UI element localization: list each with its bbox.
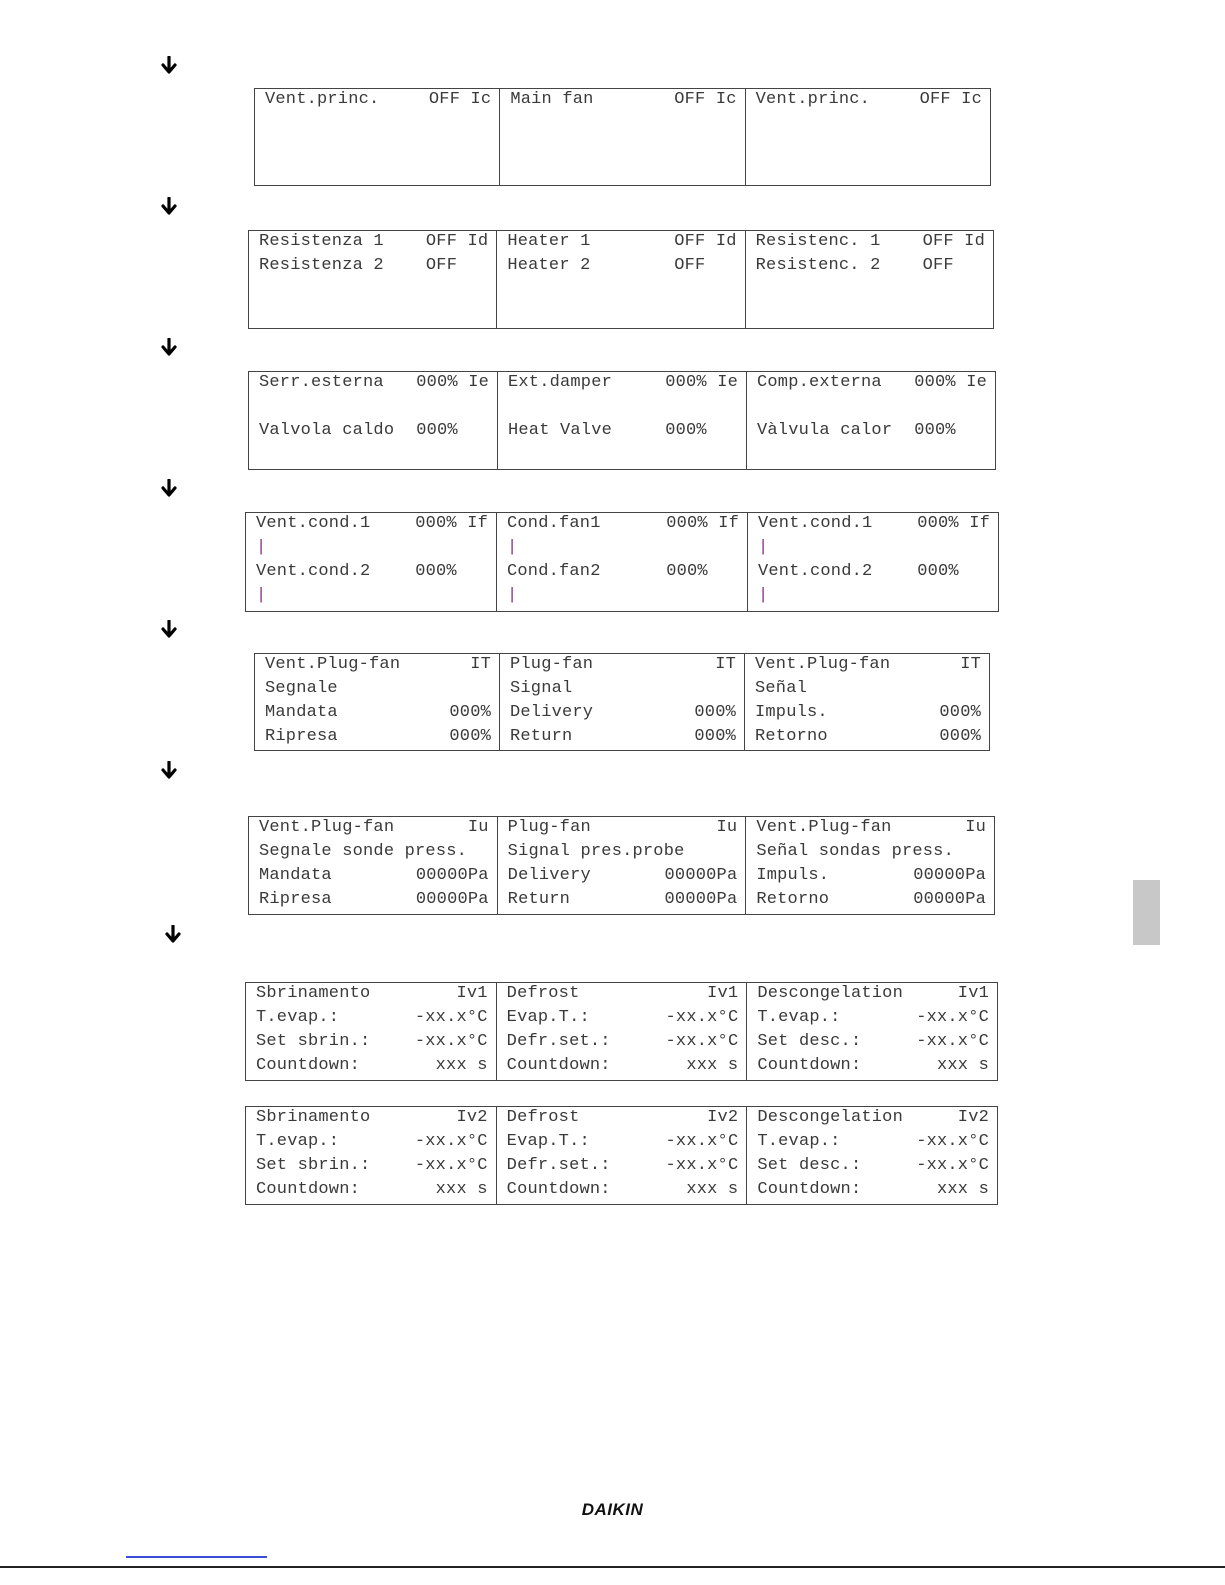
display-line: Vent.princ. OFF Ic (265, 90, 492, 109)
display-line: Evap.T.: -xx.x°C (506, 1132, 739, 1151)
display-cell-spanish (746, 372, 995, 469)
display-line: Ext.damper 000% Ie (508, 373, 738, 392)
down-arrow-icon (160, 479, 180, 501)
fan-bar-indicator: | (256, 538, 267, 557)
fan-bar-indicator: | (758, 586, 769, 605)
display-line: Defrost Iv1 (506, 984, 739, 1003)
down-arrow-icon (160, 761, 180, 783)
display-line: Ripresa 00000Pa (259, 890, 489, 909)
footer-link-underline[interactable] (126, 1556, 267, 1558)
display-line: Resistenza 2 OFF (259, 256, 489, 275)
display-line: Retorno 000% (755, 727, 981, 746)
display-line: Descongelation Iv2 (757, 1108, 990, 1127)
display-line: Heater 1 OFF Id (507, 232, 737, 251)
display-line: Defr.set.: -xx.x°C (506, 1156, 739, 1175)
display-line: Countdown: xxx s (256, 1056, 488, 1075)
display-line: Defrost Iv2 (506, 1108, 739, 1127)
display-cell-spanish (747, 513, 998, 611)
display-line: Segnale (265, 679, 338, 698)
display-line: Vent.Plug-fan Iu (756, 818, 987, 837)
display-line: Vent.cond.1 000% If (256, 514, 488, 533)
display-line: Plug-fan Iu (507, 818, 738, 837)
display-line: T.evap.: -xx.x°C (256, 1132, 488, 1151)
display-line: Set desc.: -xx.x°C (757, 1032, 990, 1051)
display-cell-italian (246, 1107, 496, 1204)
display-cell-italian (255, 654, 499, 750)
display-cell-english (496, 983, 747, 1080)
display-line: Delivery 00000Pa (507, 866, 738, 885)
display-line: Vent.Plug-fan Iu (259, 818, 489, 837)
display-line: Cond.fan2 000% (507, 562, 739, 581)
display-panel-defrost-iv2 (245, 1106, 998, 1205)
display-line: Countdown: xxx s (757, 1056, 990, 1075)
display-panel-heaters (248, 230, 994, 329)
display-cell-english (497, 817, 746, 914)
display-line: T.evap.: -xx.x°C (757, 1132, 990, 1151)
fan-bar-indicator: | (507, 538, 518, 557)
display-line: Resistenc. 1 OFF Id (755, 232, 985, 251)
display-line: Mandata 00000Pa (259, 866, 489, 885)
display-line: Mandata 000% (265, 703, 491, 722)
display-line: T.evap.: -xx.x°C (256, 1008, 488, 1027)
display-line (508, 396, 738, 420)
display-cell-spanish (745, 89, 990, 185)
display-line (757, 396, 987, 420)
page-side-tab (1133, 880, 1160, 945)
display-cell-spanish (746, 983, 997, 1080)
display-line: Comp.externa 000% Ie (757, 373, 987, 392)
display-line: Descongelation Iv1 (757, 984, 990, 1003)
down-arrow-icon (160, 197, 180, 219)
display-line: Vent.cond.2 000% (256, 562, 488, 581)
fan-bar-indicator: | (507, 586, 518, 605)
display-line: Retorno 00000Pa (756, 890, 987, 909)
display-line: Set sbrin.: -xx.x°C (256, 1156, 488, 1175)
display-line: Evap.T.: -xx.x°C (506, 1008, 739, 1027)
daikin-logo: DAIKIN (581, 1500, 644, 1519)
display-line: Vàlvula calor 000% (757, 421, 987, 440)
display-line: Señal sondas press. (756, 842, 954, 861)
display-cell-english (499, 89, 744, 185)
display-line: Countdown: xxx s (506, 1056, 739, 1075)
display-line: Serr.esterna 000% Ie (259, 373, 489, 392)
display-cell-spanish (746, 1107, 997, 1204)
display-line: Signal pres.probe (507, 842, 685, 861)
display-line: Defr.set.: -xx.x°C (506, 1032, 739, 1051)
display-panel-main-fan (254, 88, 991, 186)
display-panel-damper-valve (248, 371, 996, 470)
display-line: Heater 2 OFF (507, 256, 737, 275)
display-line: Return 00000Pa (507, 890, 738, 909)
display-line: Vent.Plug-fan IT (755, 655, 981, 674)
display-line: Plug-fan IT (510, 655, 736, 674)
display-line: T.evap.: -xx.x°C (757, 1008, 990, 1027)
display-line: Heat Valve 000% (508, 421, 738, 440)
display-line: Impuls. 000% (755, 703, 981, 722)
display-cell-english (496, 231, 744, 328)
display-line: Countdown: xxx s (256, 1180, 488, 1199)
display-cell-english (497, 372, 746, 469)
display-cell-english (496, 1107, 747, 1204)
down-arrow-icon (160, 338, 180, 360)
display-cell-italian (249, 372, 497, 469)
display-line: Valvola caldo 000% (259, 421, 489, 440)
display-panel-condenser-fans (245, 512, 999, 612)
display-cell-english (496, 513, 747, 611)
footer-divider (0, 1566, 1225, 1568)
fan-bar-indicator: | (758, 538, 769, 557)
down-arrow-icon (160, 620, 180, 642)
display-line: Vent.cond.2 000% (758, 562, 990, 581)
display-cell-italian (249, 231, 496, 328)
display-cell-spanish (745, 231, 993, 328)
display-line: Cond.fan1 000% If (507, 514, 739, 533)
display-line: Set desc.: -xx.x°C (757, 1156, 990, 1175)
down-arrow-icon (160, 56, 180, 78)
display-line: Resistenc. 2 OFF (755, 256, 985, 275)
display-panel-defrost-iv1 (245, 982, 998, 1081)
display-line: Main fan OFF Ic (510, 90, 737, 109)
down-arrow-icon (164, 925, 184, 947)
display-line: Vent.cond.1 000% If (758, 514, 990, 533)
display-line: Return 000% (510, 727, 736, 746)
display-panel-plug-fan-signal (254, 653, 990, 751)
display-line: Sbrinamento Iv2 (256, 1108, 488, 1127)
display-line: Resistenza 1 OFF Id (259, 232, 489, 251)
display-line: Set sbrin.: -xx.x°C (256, 1032, 488, 1051)
display-line: Segnale sonde press. (259, 842, 468, 861)
display-line: Vent.Plug-fan IT (265, 655, 491, 674)
display-cell-english (499, 654, 744, 750)
display-cell-italian (249, 817, 497, 914)
display-cell-italian (246, 983, 496, 1080)
display-line: Sbrinamento Iv1 (256, 984, 488, 1003)
display-cell-spanish (744, 654, 989, 750)
display-line: Countdown: xxx s (757, 1180, 990, 1199)
display-line: Vent.princ. OFF Ic (755, 90, 982, 109)
display-cell-italian (255, 89, 499, 185)
display-line: Ripresa 000% (265, 727, 491, 746)
display-panel-plug-fan-pressure (248, 816, 995, 915)
display-cell-spanish (745, 817, 994, 914)
fan-bar-indicator: | (256, 586, 267, 605)
display-cell-italian (246, 513, 496, 611)
display-line: Impuls. 00000Pa (756, 866, 987, 885)
display-line: Delivery 000% (510, 703, 736, 722)
display-line: Señal (755, 679, 808, 698)
display-line: Signal (510, 679, 573, 698)
display-line (259, 396, 489, 420)
display-line: Countdown: xxx s (506, 1180, 739, 1199)
